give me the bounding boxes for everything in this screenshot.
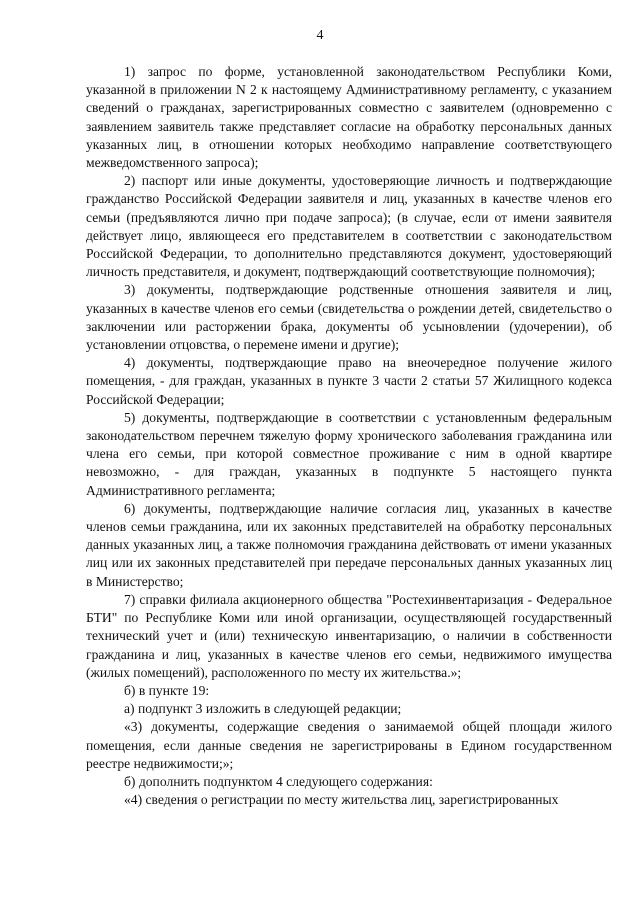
page-number: 4 <box>316 28 324 43</box>
paragraph-quoted-item-4: «4) сведения о регистрации по месту жительства лиц, зарегистрированных <box>124 792 559 808</box>
paragraph-item-2: 2) паспорт или иные документы, удостоверяющие личность и подтверждающие гражданство Российской Федерации заявителя и лиц, указанных в качестве членов его семьи (предъявляются лично при подаче запроса); (в случае, если от имени заявителя действует лицо, являющееся его представителем в соответствии с законодательством Российской Федерации, то дополнительно представляются документ, удостоверяющий личность представителя, и документ, подтверждающий соответствующие полномочия); <box>86 173 612 280</box>
paragraph-item-3: 3) документы, подтверждающие родственные отношения заявителя и лиц, указанных в качестве членов его семьи (свидетельства о рождении детей, свидетельство о заключении или расторжении брака, документы об усыновлении (удочерении), об установлении отцовства, о перемене имени и другие); <box>86 282 612 353</box>
paragraph-subitem-b: б) дополнить подпунктом 4 следующего содержания: <box>124 773 433 789</box>
paragraph-item-4: 4) документы, подтверждающие право на внеочередное получение жилого помещения, - для граждан, указанных в пункте 3 части 2 статьи 57 Жилищного кодекса Российской Федерации; <box>86 355 612 407</box>
page-body <box>86 63 612 809</box>
paragraph-section-b-19: б) в пункте 19: <box>124 682 210 698</box>
paragraph-item-1: 1) запрос по форме, установленной законодательством Республики Коми, указанной в приложении N 2 к настоящему Административному регламенту, с указанием сведений о гражданах, зарегистрированных совместно с заявителем (одновременно с заявлением заявитель также представляет согласие на обработку персональных данных указанных лиц, в отношении которых необходимо направление соответствующего межведомственного запроса); <box>86 64 612 171</box>
paragraph-item-7: 7) справки филиала акционерного общества "Ростехинвентаризация - Федеральное БТИ" по Республике Коми или иной организации, осуществляющей государственный технический учет и (или) техническую инвентаризацию, о наличии в собственности гражданина и лиц, указанных в качестве членов его семьи, недвижимого имущества (жилых помещений), расположенного по месту их жительства.»; <box>86 591 612 680</box>
paragraph-quoted-item-3: «3) документы, содержащие сведения о занимаемой общей площади жилого помещения, если данные сведения не зарегистрированы в Едином государственном реестре недвижимости;»; <box>86 719 612 771</box>
paragraph-subitem-a: а) подпункт 3 изложить в следующей редакции; <box>124 701 402 717</box>
paragraph-item-6: 6) документы, подтверждающие наличие согласия лиц, указанных в качестве членов семьи гражданина, или их законных представителей на обработку персональных данных указанных лиц, а также полномочия гражданина действовать от имени указанных лиц или их законных представителей при передаче персональных данных указанных лиц в Министерство; <box>86 500 612 589</box>
paragraph-item-5: 5) документы, подтверждающие в соответствии с установленным федеральным законодательством перечнем тяжелую форму хронического заболевания гражданина или члена его семьи, при которой совместное проживание с ним в одной квартире невозможно, - для граждан, указанных в подпункте 5 настоящего пункта Административного регламента; <box>86 409 612 498</box>
